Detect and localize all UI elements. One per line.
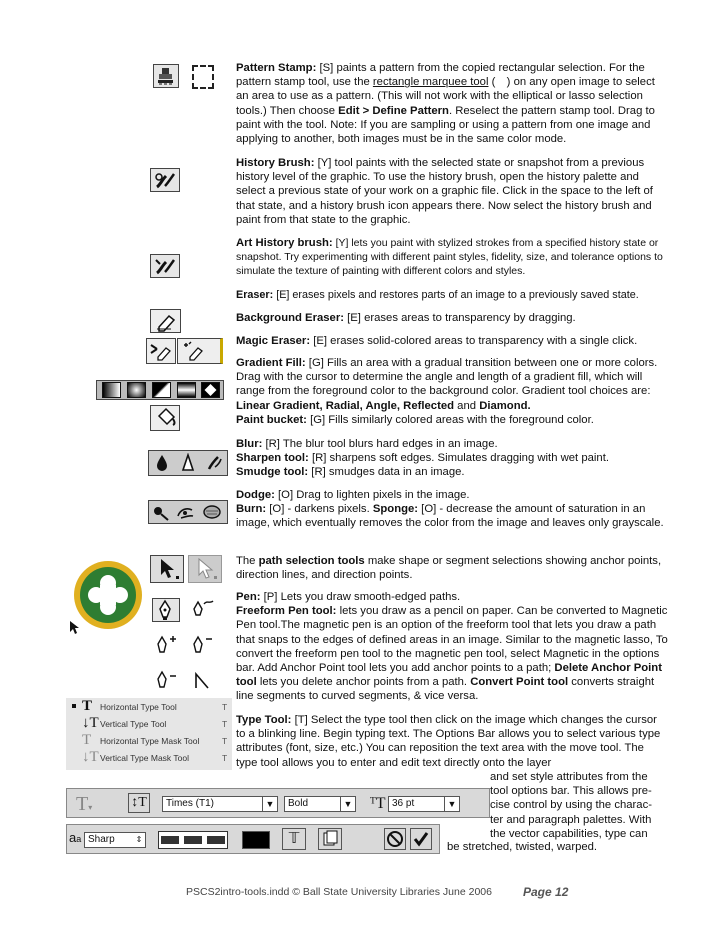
- font-size-icon: ᵀT: [370, 795, 386, 812]
- chevron-down-icon: ▼: [444, 797, 459, 811]
- type-tool-text: Type Tool: [T] Select the type tool then click on the image which changes the cursor to a blinking line. Begin typing text. The Options Bar allows you to select various type attributes (font, size, etc.) You can reposition the text area with the move tool. The type tool allows you to enter and edit text directly onto the layer: [236, 714, 661, 769]
- pattern-stamp-text: Pattern Stamp: [S] paints a pattern from the copied rectangular selection. For the pattern stamp tool, use the rectangle marquee tool ( ) on any open image to select an area to use as a pattern. (This will not work with the elliptical or lasso selection tools.) Then choose Edit > Define Pattern. Reselect the pattern stamp tool. Drag to paint with the tool. Note: If you are sampling or using a pattern from one image and applying to another, both images must be in the same color mode.: [236, 62, 655, 146]
- type-tool-item[interactable]: [82, 717, 230, 733]
- direct-selection-icon[interactable]: [188, 555, 222, 583]
- magic-eraser-icon[interactable]: [177, 338, 223, 364]
- type-mask-icon: T: [82, 732, 92, 748]
- vertical-type-mask-icon: ↓T: [82, 749, 99, 765]
- reflected-gradient-icon[interactable]: [177, 382, 196, 398]
- background-eraser-icon[interactable]: [146, 338, 176, 364]
- type-tool-key: T: [222, 702, 228, 712]
- text-color-swatch[interactable]: [242, 831, 270, 849]
- text-line: cise control by using the charac-: [490, 799, 653, 812]
- add-anchor-point-icon[interactable]: [152, 633, 180, 659]
- font-style-value: Bold: [288, 798, 309, 809]
- type-tool-label: Horizontal Type Mask Tool: [100, 736, 200, 746]
- eraser-icon[interactable]: [150, 309, 181, 333]
- diamond-gradient-icon[interactable]: [201, 382, 220, 398]
- blur-text: Blur: [R] The blur tool blurs hard edges in an image. Sharpen tool: [R] sharpens soft edges. Simulates dragging with wet paint. Smudge tool: [R] smudges data in an image.: [236, 438, 609, 479]
- eraser-text: Eraser: [E] erases pixels and restores parts of an image to a previously saved state.: [236, 289, 639, 301]
- radial-gradient-icon[interactable]: [127, 382, 146, 398]
- burn-icon[interactable]: [175, 502, 197, 522]
- convert-point-icon[interactable]: [188, 668, 216, 694]
- type-tool-key: T: [222, 753, 228, 763]
- path-selection-text: The path selection tools make shape or segment selections showing anchor points, direction lines, and direction points.: [236, 555, 662, 582]
- dodge-icon[interactable]: [151, 502, 171, 522]
- text-line: and set style attributes from the: [490, 771, 648, 783]
- sponge-icon[interactable]: [201, 502, 223, 522]
- warp-text-icon[interactable]: 𝕋: [282, 828, 306, 850]
- chevron-down-icon: ▼: [262, 797, 277, 811]
- pen-text: Pen: [P] Lets you draw smooth-edged paths. Freeform Pen tool: lets you draw as a pencil on paper. Can be converted to Magnetic Pen tool.The magnetic pen is an option of the freeform tool that lets you draw a path that snaps to the edges of defined areas in an image. Similar to the magnetic lasso, To convert the freeform pen tool to the magnetic pen tool, select Magnetic in the options bar. Add Anchor Point tool lets you add anchor points to a path; Delete Anchor Point tool lets you delete anchor points from a path. Convert Point tool converts straight line segments to curved segments, & vice versa.: [236, 591, 668, 703]
- font-family-value: Times (T1): [166, 798, 214, 809]
- font-family-select[interactable]: [162, 796, 278, 812]
- path-selection-icon[interactable]: [150, 555, 184, 583]
- cancel-icon[interactable]: [384, 828, 406, 850]
- type-tool-label: Horizontal Type Tool: [100, 702, 177, 712]
- font-size-value: 36 pt: [392, 798, 415, 809]
- type-tool-item[interactable]: [82, 734, 230, 750]
- gradient-text: Gradient Fill: [G] Fills an area with a gradual transition between one or more colors. Drag with the cursor to determine the angle and length of a gradient fill, which will range from the foreground color to the background color. Gradient tool choices are: Linear Gradient, Radial, Angle, Reflected and Diamond. Paint bucket: [G] Fills similarly colored areas with the foreground color.: [236, 357, 658, 426]
- dodge-text: Dodge: [O] Drag to lighten pixels in the image. Burn: [O] - darkens pixels. Sponge: [O] - decrease the amount of saturation in an image, which eventually removes the color from the image and leaves only grayscale.: [236, 489, 664, 530]
- linear-gradient-icon[interactable]: [102, 382, 121, 398]
- text-line: the vector capabilities, type can: [490, 827, 648, 840]
- art-history-brush-text: Art History brush: [Y] lets you paint with stylized strokes from a specified history state or snapshot. Try experimenting with different paint styles, fidelity, size, and tolerance options to simulate the texture of painting with different colors and styles.: [236, 237, 663, 278]
- text-orientation-icon[interactable]: ↕T: [128, 793, 150, 813]
- selected-bullet: [72, 704, 76, 708]
- rectangle-marquee-icon: [192, 65, 214, 89]
- blur-icon[interactable]: [152, 453, 172, 473]
- type-tool-key: T: [222, 736, 228, 746]
- type-tool-item[interactable]: [82, 751, 230, 767]
- antialias-icon: aa: [69, 830, 82, 845]
- font-size-select[interactable]: [388, 796, 460, 812]
- type-tool-key: T: [222, 719, 228, 729]
- type-tool-label: Vertical Type Tool: [100, 719, 167, 729]
- commit-checkmark-icon[interactable]: [410, 828, 432, 850]
- sharpen-icon[interactable]: [178, 453, 198, 473]
- delete-anchor-point-icon-2[interactable]: [152, 668, 180, 694]
- magic-eraser-text: Magic Eraser: [E] erases solid-colored areas to transparency with a single click.: [236, 335, 638, 347]
- chevron-down-icon: ⇕: [135, 835, 143, 844]
- type-tool-preset-icon[interactable]: T▾: [76, 793, 93, 815]
- pattern-stamp-icon[interactable]: [153, 64, 179, 88]
- antialias-value: Sharp: [88, 834, 115, 845]
- chevron-down-icon: ▼: [340, 797, 355, 811]
- smudge-icon[interactable]: [203, 453, 225, 473]
- paint-bucket-icon[interactable]: [150, 405, 180, 431]
- delete-anchor-point-icon[interactable]: [188, 633, 216, 659]
- type-tool-text-last: be stretched, twisted, warped.: [447, 841, 598, 853]
- background-eraser-text: Background Eraser: [E] erases areas to transparency by dragging.: [236, 312, 576, 324]
- type-t-icon: T: [82, 698, 93, 714]
- footer-filename: PSCS2intro-tools.indd © Ball State University Libraries June 2006: [186, 886, 492, 898]
- type-tool-label: Vertical Type Mask Tool: [100, 753, 189, 763]
- type-tool-text-cont: [490, 770, 670, 841]
- history-brush-text: History Brush: [Y] tool paints with the selected state or snapshot from a previous history level of the graphic. To use the history brush, open the history palette and select a previous state of your work on a graphic file. Click in the space to the left of that state, and a history brush icon appears there. Now select the history brush and paint from that state to the graphic.: [236, 157, 653, 226]
- freeform-pen-icon[interactable]: [188, 598, 218, 622]
- palettes-icon[interactable]: [318, 828, 342, 850]
- text-line: ter and paragraph palettes. With: [490, 813, 652, 826]
- type-tool-item[interactable]: [82, 700, 230, 716]
- vertical-type-icon: ↓T: [82, 715, 99, 731]
- align-buttons[interactable]: [158, 831, 228, 849]
- antialias-select[interactable]: [84, 832, 146, 848]
- text-line: tool options bar. This allows pre-: [490, 785, 652, 798]
- page-number: Page 12: [523, 885, 569, 899]
- font-style-select[interactable]: [284, 796, 356, 812]
- art-history-brush-icon[interactable]: [150, 254, 180, 278]
- angle-gradient-icon[interactable]: [152, 382, 171, 398]
- history-brush-icon[interactable]: [150, 168, 180, 192]
- cursor-arrow-icon: [66, 620, 80, 636]
- pen-icon[interactable]: [152, 598, 180, 622]
